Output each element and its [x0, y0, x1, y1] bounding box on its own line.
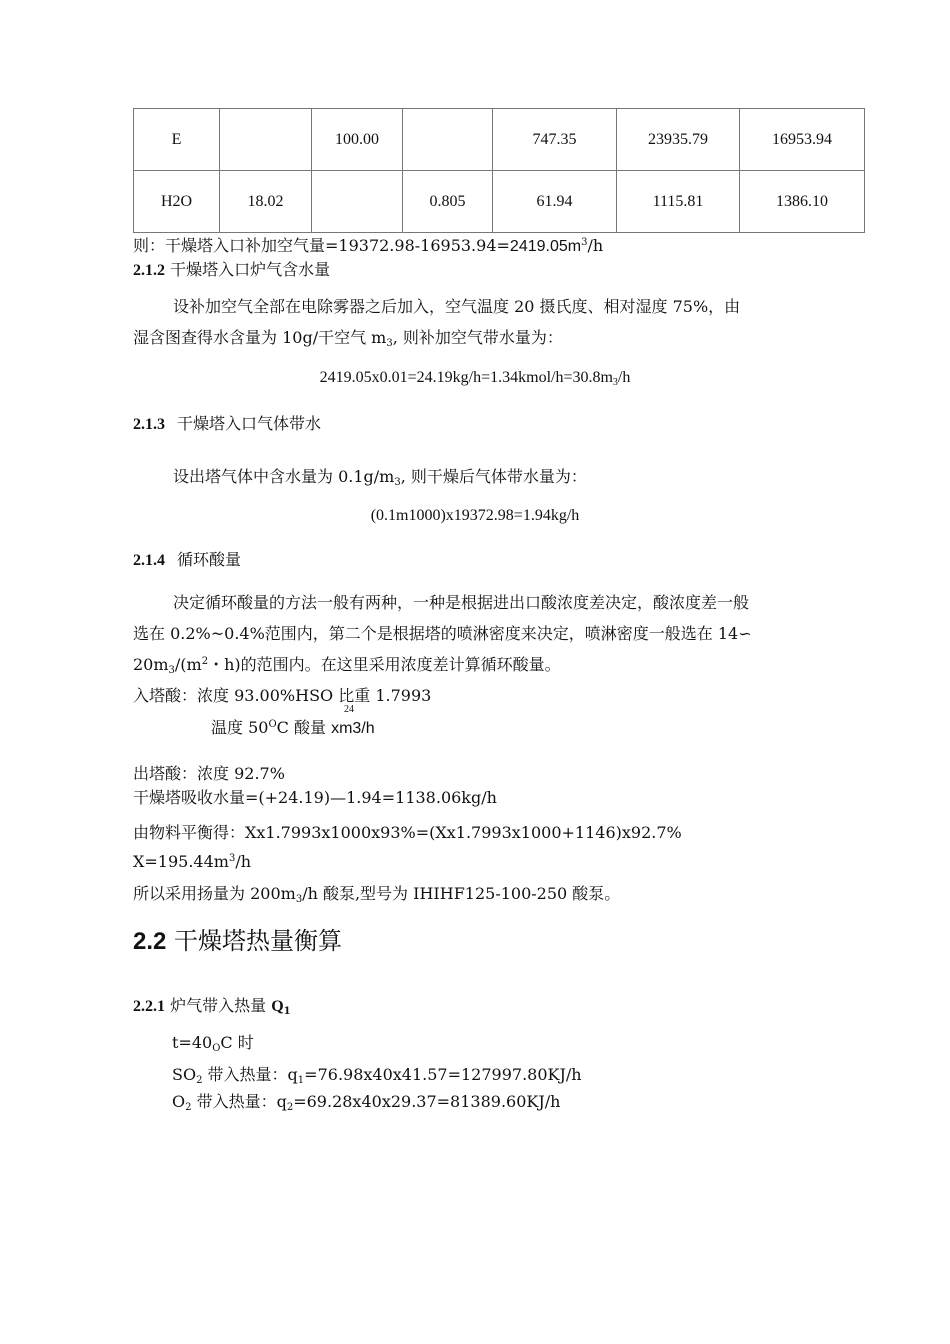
text: =76.98x40x41.57=127997.80KJ/h — [304, 1065, 582, 1084]
table-cell — [220, 109, 312, 171]
superscript: 3 — [228, 853, 236, 864]
text: 带入热量：q — [191, 1092, 287, 1111]
text: 湿含图查得水含量为 10g/干空气 m — [133, 328, 387, 347]
text: 则：干燥塔入口补加空气量=19372.98-16953.94= — [133, 236, 510, 255]
text: 2419.05x0.01=24.19kg/h=1.34kmol/h=30.8m — [319, 369, 613, 386]
text: 所以采用扬量为 200m — [133, 884, 296, 903]
absorbed-water — [133, 787, 497, 809]
section-heading-2-2 — [133, 926, 342, 957]
subscript: 3 — [394, 477, 401, 488]
table-cell — [312, 171, 403, 233]
section-number: 2.1.4 — [133, 552, 165, 569]
text: 干燥塔吸收水量=(+24.19)—1.94=1138.06kg/h — [133, 788, 497, 807]
text: 选在 0.2%~0.4%范围内，第二个是根据塔的喷淋密度来决定，喷淋密度一般选在 14∽ — [133, 624, 752, 643]
text: /h — [235, 852, 252, 871]
text: 设出塔气体中含水量为 0.1g/m — [173, 467, 395, 486]
subscript: 1 — [283, 1006, 291, 1017]
equation-dried-gas-water — [0, 505, 950, 527]
text: 浓度 93.00%HSO 比重 1.7993 — [197, 686, 432, 705]
text: 温度 50 — [211, 718, 269, 737]
section-title: 炉气带入热量 — [165, 996, 272, 1015]
temperature-line — [172, 1032, 254, 1054]
table-cell — [403, 109, 493, 171]
text: 带入热量：q — [202, 1065, 298, 1084]
x-result — [133, 851, 251, 873]
table-cell: 0.805 — [403, 171, 493, 233]
section-title: 干燥塔热量衡算 — [166, 927, 343, 955]
section-title: 干燥塔入口气体带水 — [177, 414, 322, 433]
paragraph-line — [133, 327, 563, 349]
superscript: 2 — [201, 656, 209, 667]
text: /h — [617, 369, 631, 386]
label: 入塔酸： — [133, 686, 198, 705]
superscript: O — [268, 719, 277, 730]
text: /(m — [174, 655, 202, 674]
paragraph-line — [133, 623, 752, 645]
o2-heat — [172, 1091, 560, 1113]
component-table — [133, 108, 865, 233]
text: , 则补加空气带水量为： — [392, 328, 563, 347]
subscript: O — [212, 1043, 221, 1054]
section-number: 2.1.3 — [133, 416, 165, 433]
paragraph-line — [173, 466, 587, 488]
so2-heat — [172, 1064, 582, 1086]
text: 由物料平衡得：Xx1.7993x1000x93%=(Xx1.7993x1000+1146)x92.7% — [133, 823, 682, 842]
table-row — [134, 171, 865, 233]
text: /h 酸泵,型号为 IHIHF125-100-250 酸泵。 — [302, 884, 621, 903]
supplement-air-result — [133, 235, 603, 258]
paragraph-line — [173, 592, 749, 614]
text: ・h)的范围内。在这里采用浓度差计算循环酸量。 — [208, 655, 561, 674]
text: 2419.05m — [509, 238, 582, 255]
subscript: 3 — [295, 894, 303, 905]
table-row — [134, 109, 865, 171]
section-number: 2.1.2 — [133, 262, 165, 279]
table-cell: 100.00 — [312, 109, 403, 171]
section-number: 2.2 — [133, 928, 167, 955]
section-heading-2-1-3 — [133, 413, 321, 436]
inlet-acid-concentration — [133, 685, 431, 707]
table-cell: 747.35 — [493, 109, 617, 171]
text: xm3/h — [331, 720, 375, 737]
table-cell: 18.02 — [220, 171, 312, 233]
subscript: 1 — [297, 1075, 305, 1086]
text: 决定循环酸量的方法一般有两种，一种是根据进出口酸浓度差决定，酸浓度差一般 — [173, 593, 750, 612]
text: C 时 — [220, 1033, 254, 1052]
section-number: 2.2.1 — [133, 998, 165, 1015]
text: /h — [587, 236, 604, 255]
outlet-acid-concentration — [133, 763, 285, 785]
text: X=195.44m — [133, 852, 229, 871]
text: (0.1m1000)x19372.98=1.94kg/h — [370, 507, 580, 524]
text: C 酸量 — [276, 718, 332, 737]
table-cell: 1386.10 — [740, 171, 865, 233]
text: , 则干燥后气体带水量为： — [400, 467, 587, 486]
section-heading-2-2-1 — [133, 995, 291, 1018]
text: 出塔酸：浓度 92.7% — [133, 764, 285, 783]
subscript: 24 — [344, 704, 354, 715]
table-cell: 16953.94 — [740, 109, 865, 171]
text: t=40 — [172, 1033, 213, 1052]
subscript: 2 — [286, 1102, 294, 1113]
subscript: 2 — [196, 1075, 203, 1086]
table-cell: H2O — [134, 171, 220, 233]
section-heading-2-1-4 — [133, 549, 241, 572]
table-cell: 23935.79 — [617, 109, 740, 171]
equation-water-carried — [0, 367, 950, 389]
section-title: 干燥塔入口炉气含水量 — [165, 260, 331, 279]
material-balance — [133, 822, 682, 844]
pump-selection — [133, 883, 620, 905]
text: 设补加空气全部在电除雾器之后加入，空气温度 20 摄氏度、相对湿度 75%，由 — [173, 297, 741, 316]
section-title: 循环酸量 — [177, 550, 242, 569]
paragraph-line — [133, 654, 561, 676]
subscript: 3 — [168, 665, 175, 676]
table-cell: 61.94 — [493, 171, 617, 233]
table-cell: E — [134, 109, 220, 171]
superscript: 3 — [581, 237, 588, 248]
inlet-acid-temperature — [211, 717, 375, 740]
subscript: 3 — [386, 338, 393, 349]
paragraph-line — [173, 296, 740, 318]
subscript: 2 — [185, 1102, 192, 1113]
formula-subscript — [344, 704, 354, 716]
text: O — [172, 1092, 186, 1111]
text: Q — [271, 998, 284, 1015]
text: 20m — [133, 655, 169, 674]
subscript: 3 — [612, 377, 618, 388]
text: SO — [172, 1065, 197, 1084]
table-cell: 1115.81 — [617, 171, 740, 233]
text: =69.28x40x29.37=81389.60KJ/h — [293, 1092, 561, 1111]
section-heading-2-1-2 — [133, 259, 330, 282]
